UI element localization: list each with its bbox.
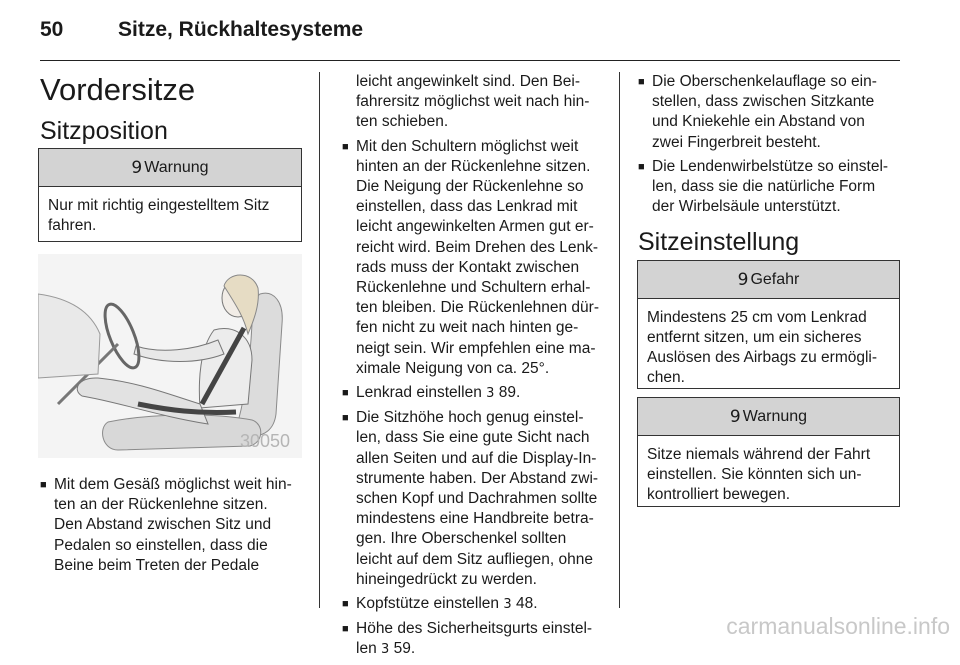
warning-2-text: Sitze niemals während der Fahrt einstellen. Sie könnten sich un-kontrolliert bewegen. xyxy=(647,446,871,503)
section-heading-vordersitze: Vordersitze xyxy=(40,72,196,107)
list-item-lendenwirbelstuetze: ■ Die Lendenwirbelstütze so einstel- len, dass sie die natürliche Form der Wirbelsäule unterstützt. xyxy=(638,157,889,216)
list-item-sitzhoehe: ■ Die Sitzhöhe hoch genug einstel- len, dass Sie eine gute Sicht nach allen Seiten und auf die Display-In- strumente haben. Der Abstand zwi- schen Kopf und Dachrahmen sollte mindestens eine Handbreite betra- gen. Ihre Oberschenkel sollten leicht auf dem Sitz aufliegen, ohne hineingedrückt zu werden. xyxy=(342,409,599,588)
page-reference-icon: 3 xyxy=(486,386,495,402)
subheading-sitzeinstellung: Sitzeinstellung xyxy=(638,228,800,256)
figure-code: 30050 xyxy=(239,431,290,451)
list-item-schultern: ■ Mit den Schultern möglichst weit hinten an der Rückenlehne sitzen. Die Neigung der Rückenlehne so einstellen, dass das Lenkrad mit leicht angewinkelten Armen gut er- reicht wird. Beim Drehen des Lenk- rads muss der Kontakt zwischen Rückenlehne und Schultern erhal- ten bleiben. Die Rückenlehnen dür- fen nicht zu weit nach hinten ge- neigt sein. Wir empfehlen eine ma- ximale Neigung von ca. 25°. xyxy=(342,137,599,377)
list-item-kopfstuetze: ■ Kopfstütze einstellen 3 48. xyxy=(342,595,538,613)
danger-box xyxy=(637,260,900,389)
header-rule xyxy=(40,60,900,61)
bullet-marker: ■ xyxy=(342,412,349,425)
page-reference[interactable]: 48. xyxy=(515,595,538,613)
list-item-gurthoehe: ■ Höhe des Sicherheitsgurts einstel- len 3 59. xyxy=(342,620,593,658)
danger-title: Gefahr xyxy=(750,270,800,288)
list-item-oberschenkelauflage: ■ Die Oberschenkelauflage so ein- stellen, dass zwischen Sitzkante und Kniekehle ein Abstand von zwei Fingerbreit besteht. xyxy=(638,73,877,151)
warning-triangle-icon: 9 xyxy=(737,269,749,290)
warning-title: Warnung xyxy=(144,158,209,176)
warning-box-2-header xyxy=(638,398,899,436)
bullet-marker: ■ xyxy=(342,623,349,636)
bullet-marker: ■ xyxy=(342,140,349,153)
seat-figure-drawing xyxy=(38,254,302,458)
warning-box-2 xyxy=(637,397,900,507)
page-number: 50 xyxy=(40,18,64,41)
warning-box xyxy=(38,148,302,242)
warning-2-title: Warnung xyxy=(742,407,808,425)
page-reference-icon: 3 xyxy=(503,597,512,613)
bullet-marker: ■ xyxy=(342,598,349,611)
bullet-marker: ■ xyxy=(342,387,349,400)
danger-box-header xyxy=(638,261,899,299)
list-item-continuation: leicht angewinkelt sind. Den Bei- fahrersitz möglichst weit nach hin- ten schieben. xyxy=(356,73,590,131)
column-3-text xyxy=(638,72,908,221)
bullet-marker: ■ xyxy=(40,479,47,491)
list-item-gesaess: ■ Mit dem Gesäß möglichst weit hin- ten an der Rückenlehne sitzen. Den Abstand zwischen Sitz und Pedalen so einstellen, dass die Beine beim Treten der Pedale xyxy=(40,476,292,574)
seating-position-illustration xyxy=(38,254,302,458)
column-divider-1 xyxy=(319,72,320,608)
page-reference-icon: 3 xyxy=(381,642,390,658)
list-item-lenkrad: ■ Lenkrad einstellen 3 89. xyxy=(342,384,521,402)
warning-text: Nur mit richtig eingestelltem Sitz fahren. xyxy=(48,197,270,234)
site-watermark: carmanualsonline.info xyxy=(726,613,950,639)
page-reference[interactable]: 89. xyxy=(498,384,521,402)
bullet-marker: ■ xyxy=(638,76,645,88)
column-2-text xyxy=(342,72,612,665)
warning-triangle-icon: 9 xyxy=(131,157,143,178)
danger-text: Mindestens 25 cm vom Lenkrad entfernt sitzen, um ein sicheres Auslösen des Airbags zu ermögli-chen. xyxy=(647,309,878,386)
column-divider-2 xyxy=(619,72,620,608)
page-reference[interactable]: 59. xyxy=(393,640,416,658)
chapter-title: Sitze, Rückhaltesysteme xyxy=(118,18,364,41)
subheading-sitzposition: Sitzposition xyxy=(40,117,168,145)
warning-box-header xyxy=(39,149,301,187)
warning-triangle-icon: 9 xyxy=(729,406,741,427)
bullet-marker: ■ xyxy=(638,160,645,173)
